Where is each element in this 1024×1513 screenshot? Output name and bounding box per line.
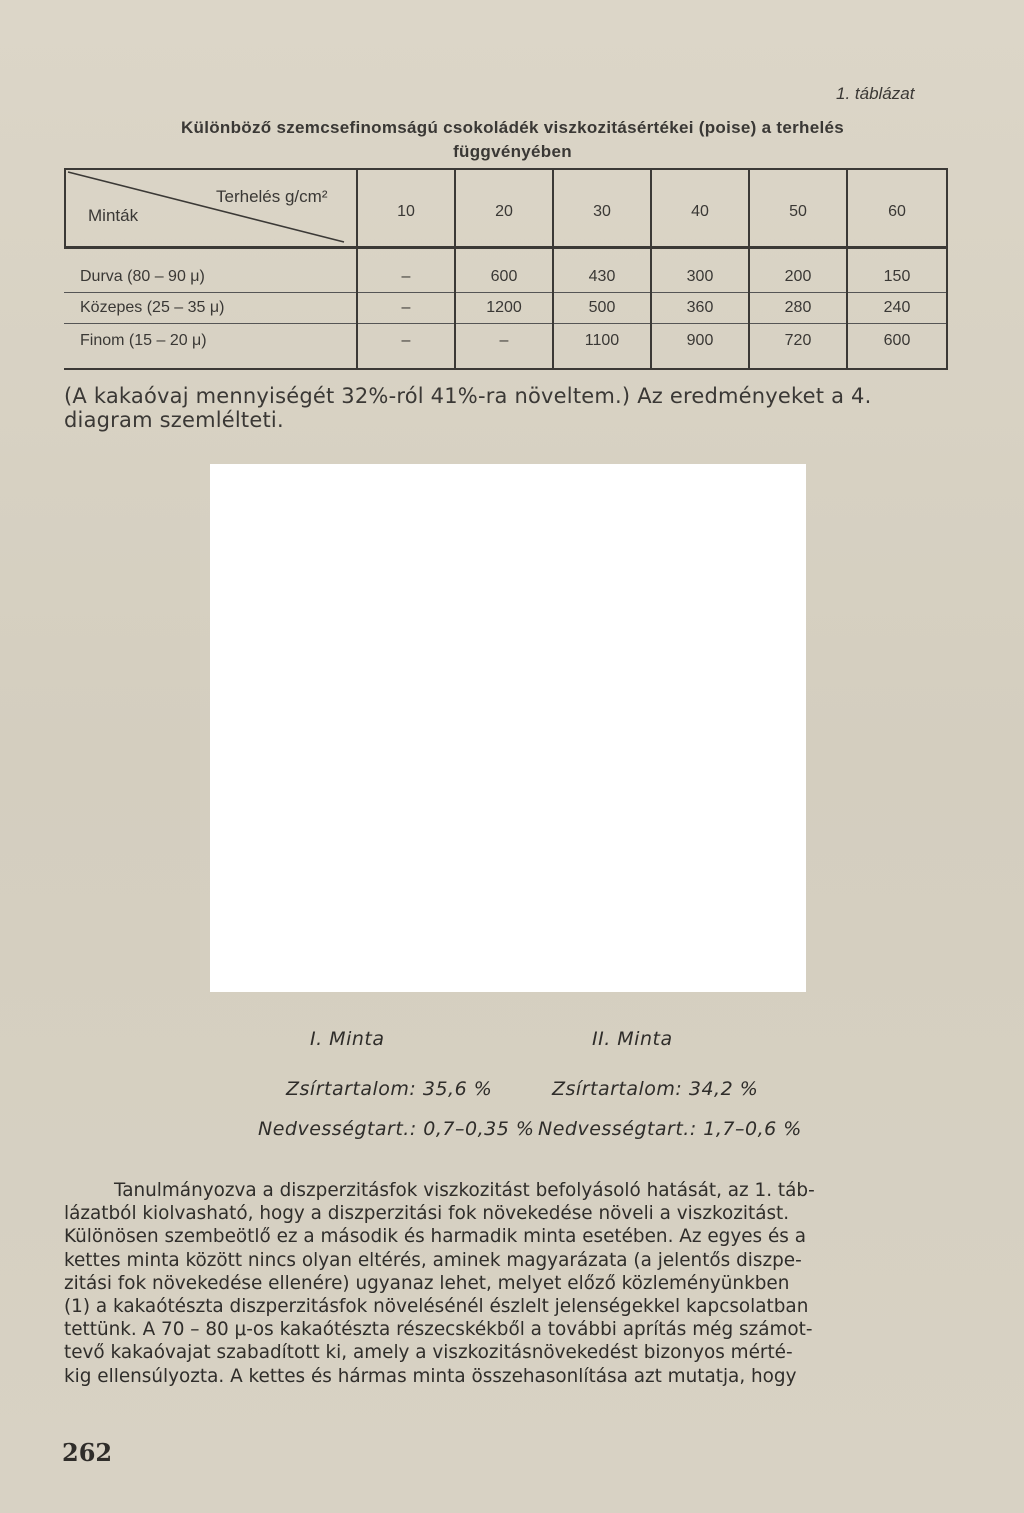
table-cell: 1100	[584, 332, 620, 349]
body-line: zitási fok növekedése ellenére) ugyanaz lehet, melyet előző közleményünkben	[64, 1272, 790, 1294]
table-cell: 600	[490, 268, 518, 285]
sample1-fat-content: Zsírtartalom: 35,6 %	[286, 1078, 493, 1100]
body-line: Tanulmányozva a diszperzitásfok viszkozitást befolyásoló hatását, az 1. táb-	[114, 1180, 815, 1201]
table-cell: –	[499, 332, 509, 349]
table-cell: 200	[784, 268, 812, 285]
table-cell: 720	[784, 332, 812, 349]
body-line: Különösen szembeötlő ez a második és harmadik minta esetében. Az egyes és a	[64, 1226, 806, 1248]
table-cell: 280	[784, 299, 812, 316]
body-line: kettes minta között nincs olyan eltérés, aminek magyarázata (a jelentős diszpe-	[64, 1249, 802, 1271]
table-cell: 150	[883, 268, 911, 285]
table-caption	[100, 116, 925, 164]
page-number: 262	[62, 1438, 113, 1467]
row-label-coarse: Durva (80 – 90 μ)	[80, 268, 205, 285]
body-line: tevő kakaóvajat szabadított ki, amely a viszkozitásnövekedést bizonyos mérté-	[64, 1342, 793, 1364]
sample2-moisture: Nedvességtart.: 1,7–0,6 %	[538, 1118, 802, 1140]
body-line: tettünk. A 70 – 80 μ-os kakaótészta részecskékből a további aprítás még számot-	[64, 1319, 813, 1341]
viscosity-table	[64, 168, 948, 370]
caption-line-1: Különböző szemcsefinomságú csokoládék viszkozitásértékei (poise) a terhelés	[180, 118, 845, 137]
body-line: lázatból kiolvasható, hogy a diszperzitási fok növekedése növeli a viszkozitást.	[64, 1203, 790, 1225]
row-label-fine: Finom (15 – 20 μ)	[80, 332, 207, 349]
sample2-title: II. Minta	[592, 1028, 673, 1050]
column-header: 60	[888, 203, 906, 220]
column-header: 30	[593, 203, 611, 220]
sample1-moisture: Nedvességtart.: 0,7–0,35 %	[258, 1118, 535, 1140]
table-cell: 500	[588, 299, 616, 316]
diagram-image-blank	[210, 464, 806, 992]
table-cell: –	[401, 332, 411, 349]
table-cell: 240	[883, 299, 911, 316]
table-cell: 900	[686, 332, 714, 349]
body-line: kig ellensúlyozta. A kettes és hármas minta összehasonlítása azt mutatja, hogy	[64, 1365, 797, 1387]
sample2-fat-content: Zsírtartalom: 34,2 %	[552, 1078, 759, 1100]
paragraph-cocoa-butter: (A kakaóvaj mennyiségét 32%-ról 41%-ra növeltem.) Az eredményeket a 4. diagram szemlélteti.	[64, 384, 872, 432]
table-cell: 430	[588, 268, 616, 285]
column-header: 40	[691, 203, 709, 220]
body-line: (1) a kakaótészta diszperzitásfok növelésénél észlelt jelenségekkel kapcsolatban	[64, 1296, 809, 1318]
table-number: 1. táblázat	[836, 84, 915, 103]
column-header: 20	[495, 203, 513, 220]
body-paragraph	[64, 1179, 944, 1388]
table-cell: –	[401, 299, 411, 316]
table-cell: 1200	[486, 299, 522, 316]
sample1-title: I. Minta	[310, 1028, 385, 1050]
header-samples-label: Minták	[88, 206, 139, 225]
table-cell: 300	[686, 268, 714, 285]
column-header: 10	[397, 203, 415, 220]
column-header: 50	[789, 203, 807, 220]
row-label-medium: Közepes (25 – 35 μ)	[80, 299, 225, 316]
header-load-label: Terhelés g/cm²	[216, 187, 328, 206]
table-cell: 360	[686, 299, 714, 316]
caption-line-2: függvényében	[453, 142, 572, 161]
table-cell: –	[401, 268, 411, 285]
table-cell: 600	[883, 332, 911, 349]
